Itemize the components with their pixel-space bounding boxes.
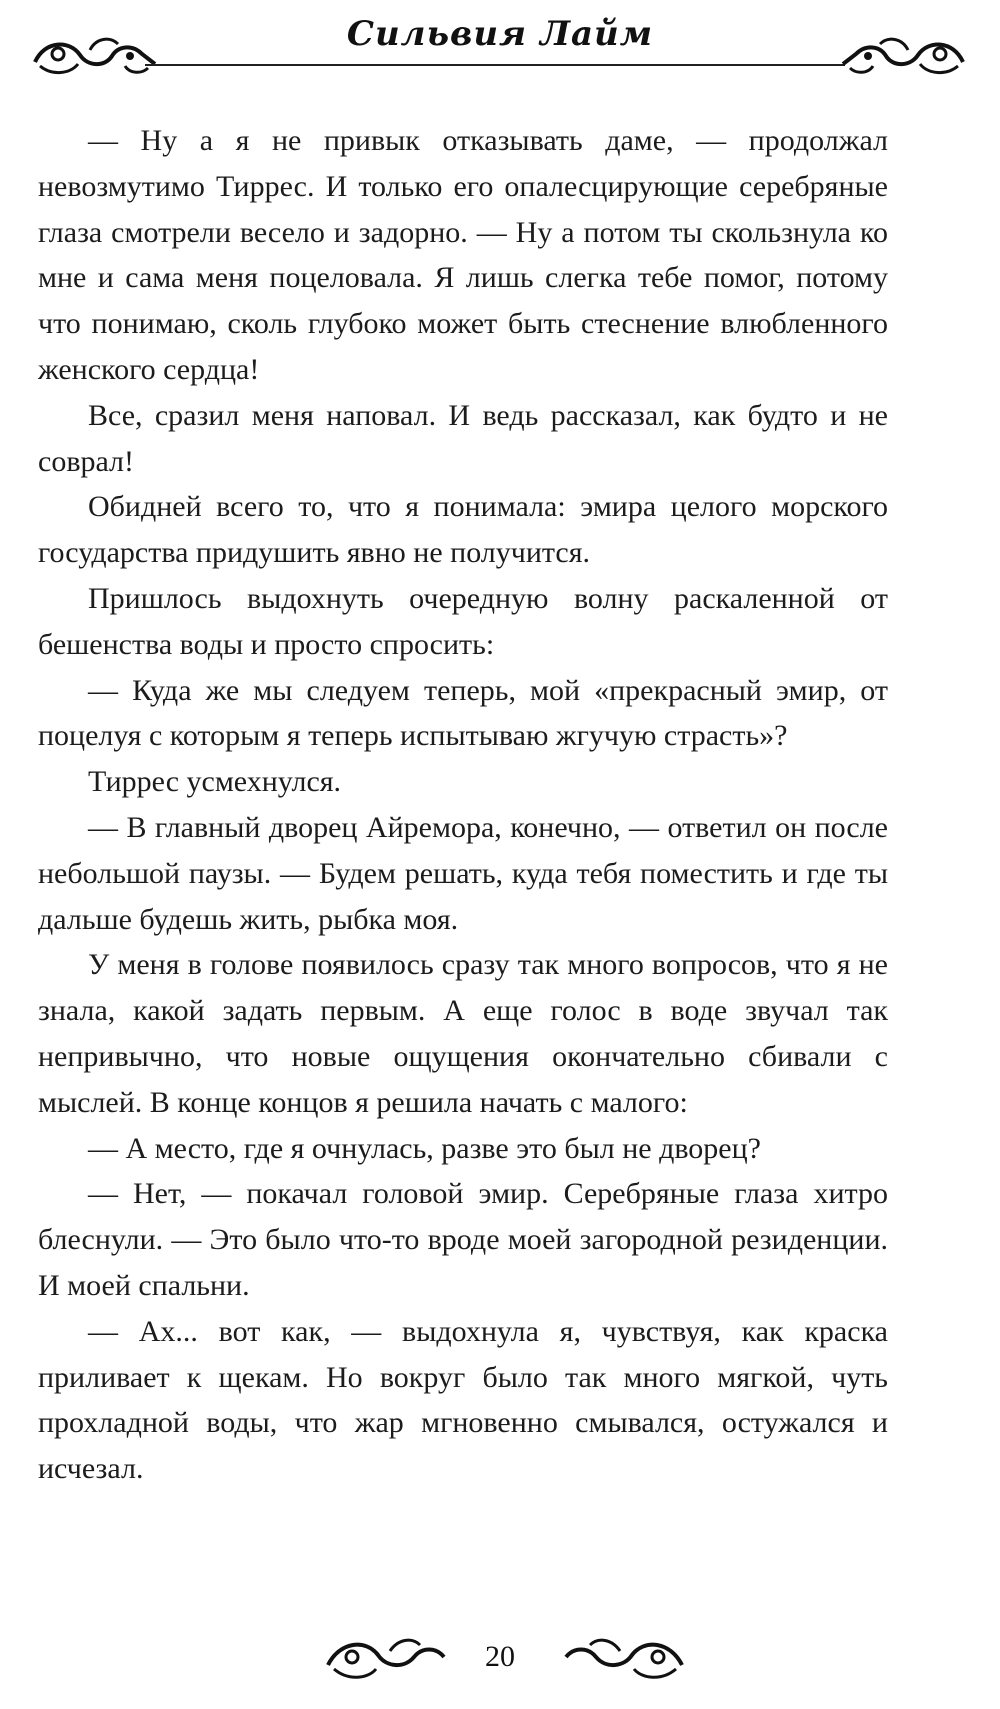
page-body xyxy=(38,118,888,1492)
ornament-footer-right-icon xyxy=(560,1627,690,1687)
page-header xyxy=(0,0,1000,110)
running-head-author: Сильвия Лайм xyxy=(346,14,654,54)
paragraph: — А место, где я очнулась, разве это был не дворец? xyxy=(88,1131,761,1165)
page-number: 20 xyxy=(485,1640,515,1673)
paragraph: — Ну а я не привык отказывать даме, — продолжал невозмутимо Тиррес. И только его опалесцирующие серебряные глаза смотрели весело и задорно. — Ну а потом ты скользнула ко мне и сама меня поцеловала. Я лишь слегка тебе помог, потому что понимаю, сколь глубоко может быть стеснение влюбленного женского сердца! xyxy=(38,124,888,386)
paragraph: Все, сразил меня наповал. И ведь рассказал, как будто и не соврал! xyxy=(38,398,888,478)
ornament-flourish-right-icon xyxy=(838,30,968,80)
paragraph: — В главный дворец Айремора, конечно, — ответил он после небольшой паузы. — Будем решать, куда тебя поместить и где ты дальше будешь жить, рыбка моя. xyxy=(38,810,888,936)
paragraph: У меня в голове появилось сразу так много вопросов, что я не знала, какой задать первым. А еще голос в воде звучал так непривычно, что новые ощущения окончательно сбивали с мыслей. В конце концов я решила начать с малого: xyxy=(38,948,888,1119)
header-divider xyxy=(145,64,845,66)
page-footer xyxy=(0,1615,1000,1705)
paragraph: Тиррес усмехнулся. xyxy=(88,765,342,799)
paragraph: Обидней всего то, что я понимала: эмира целого морского государства придушить явно не получится. xyxy=(38,490,888,570)
ornament-footer-left-icon xyxy=(320,1627,450,1687)
paragraph: Пришлось выдохнуть очередную волну раскаленной от бешенства воды и просто спросить: xyxy=(38,581,888,661)
paragraph: — Куда же мы следуем теперь, мой «прекрасный эмир, от поцелуя с которым я теперь испытываю жгучую страсть»? xyxy=(38,673,888,753)
paragraph: — Нет, — покачал головой эмир. Серебряные глаза хитро блеснули. — Это было что-то вроде моей загородной резиденции. И моей спальни. xyxy=(38,1177,888,1302)
paragraph: — Ах... вот как, — выдохнула я, чувствуя, как краска приливает к щекам. Но вокруг было так много мягкой, чуть прохладной воды, что жар мгновенно смывался, остужался и исчезал. xyxy=(38,1314,888,1486)
